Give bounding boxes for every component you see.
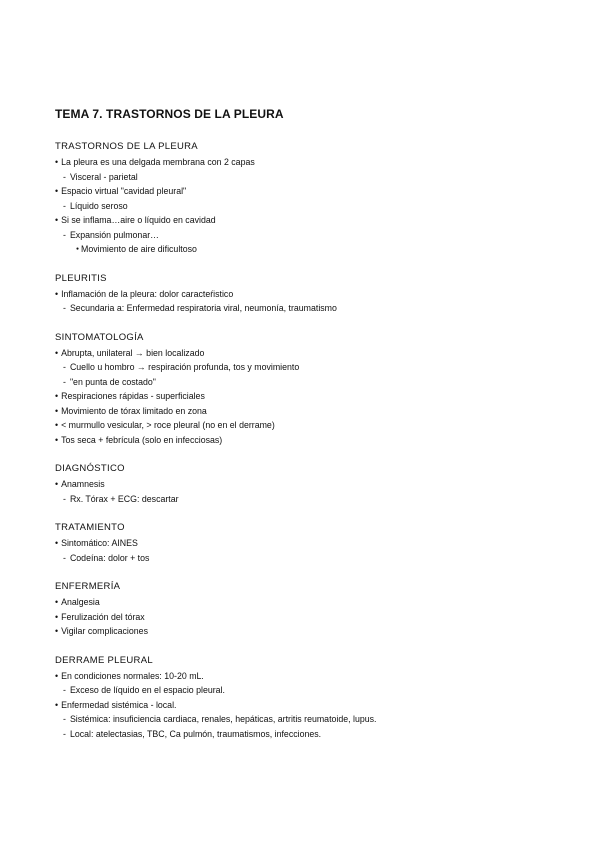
section-heading: TRATAMIENTO [55, 522, 125, 533]
sub-item [55, 683, 575, 698]
item-text: Rx. Tórax + ECG: descartar [69, 493, 179, 504]
sub-item [55, 228, 575, 243]
item-text: Anamnesis [61, 479, 105, 489]
item-text: Vigilar complicaciones [61, 626, 148, 636]
section [55, 580, 575, 639]
bullet-item [55, 346, 575, 361]
bullet-item [55, 669, 575, 684]
item-text: Tos seca + febrícula (solo en infecciosas) [61, 434, 223, 445]
item-text: Respiraciones rápidas - superficiales [61, 391, 205, 401]
sub-item [55, 492, 575, 507]
item-text: "en punta de costado" [69, 376, 156, 387]
item-text: Sistémica: insuficiencia cardiaca, renales, hepáticas, artritis reumatoide, lupus. [69, 714, 377, 724]
sub-item [55, 199, 575, 214]
section [55, 331, 575, 448]
bullet-item [55, 213, 575, 228]
sections-container [55, 140, 575, 741]
item-text: Movimiento de aire dificultoso [81, 244, 197, 254]
section-heading: SINTOMATOLOGÍA [55, 331, 144, 343]
item-text: Si se inflama…aire o líquido en cavidad [61, 215, 216, 225]
item-text: Visceral - parietal [69, 171, 138, 182]
item-text: Exceso de líquido en el espacio pleural. [69, 685, 225, 695]
bullet-item [55, 418, 575, 433]
bullet-item [55, 155, 575, 170]
bullet-item [55, 389, 575, 404]
document-title: TEMA 7. TRASTORNOS DE LA PLEURA [55, 107, 284, 121]
item-text: En condiciones normales: 10-20 mL. [61, 670, 204, 681]
bullet-item [55, 536, 575, 551]
item-text: Cuello u hombro → respiración profunda, tos y movimiento [69, 362, 300, 372]
bullet-item [55, 287, 575, 302]
sub-item [55, 551, 575, 566]
bullet-item [55, 477, 575, 492]
item-text: Sintomático: AINES [61, 538, 138, 548]
item-text: < murmullo vesicular, > roce pleural (no en el derrame) [61, 420, 275, 430]
section-heading: DIAGNÓSTICO [55, 463, 125, 474]
sub-item [55, 301, 575, 316]
sub-item [55, 170, 575, 185]
sub-item [55, 375, 575, 390]
item-text: Abrupta, unilateral → bien localizado [61, 347, 205, 358]
section-heading: DERRAME PLEURAL [55, 654, 153, 666]
item-text: Secundaria a: Enfermedad respiratoria viral, neumonía, traumatismo [69, 303, 337, 313]
sub-item [55, 360, 575, 375]
document-content [55, 107, 575, 756]
section-heading: TRASTORNOS DE LA PLEURA [55, 141, 198, 152]
item-text: Ferulización del tórax [61, 611, 145, 622]
section [55, 272, 575, 316]
section [55, 462, 575, 506]
section-heading: ENFERMERÍA [55, 581, 121, 592]
section [55, 521, 575, 565]
item-text: Espacio virtual "cavidad pleural" [61, 186, 187, 196]
sub-item [55, 712, 575, 727]
item-text: Codeína: dolor + tos [69, 552, 150, 563]
section-heading: PLEURITIS [55, 272, 107, 284]
section [55, 140, 575, 257]
section [55, 654, 575, 742]
item-text: Inflamación de la pleura: dolor caracteŕistico [61, 288, 234, 299]
item-text: Local: atelectasias, TBC, Ca pulmón, traumatismos, infecciones. [69, 728, 322, 739]
bullet-item [55, 610, 575, 625]
bullet-item [55, 624, 575, 639]
sub-item [55, 727, 575, 742]
item-text: Enfermedad sistémica - local. [61, 699, 177, 710]
item-text: Movimiento de tórax limitado en zona [61, 405, 207, 416]
item-text: Expansión pulmonar… [69, 229, 159, 240]
item-text: Analgesia [61, 597, 100, 607]
item-text: La pleura es una delgada membrana con 2 capas [61, 157, 255, 167]
bullet-item [55, 698, 575, 713]
item-text: Líquido seroso [69, 200, 128, 211]
bullet-item [55, 433, 575, 448]
bullet-item [55, 184, 575, 199]
sub-sub-item [55, 242, 575, 257]
bullet-item [55, 595, 575, 610]
bullet-item [55, 404, 575, 419]
